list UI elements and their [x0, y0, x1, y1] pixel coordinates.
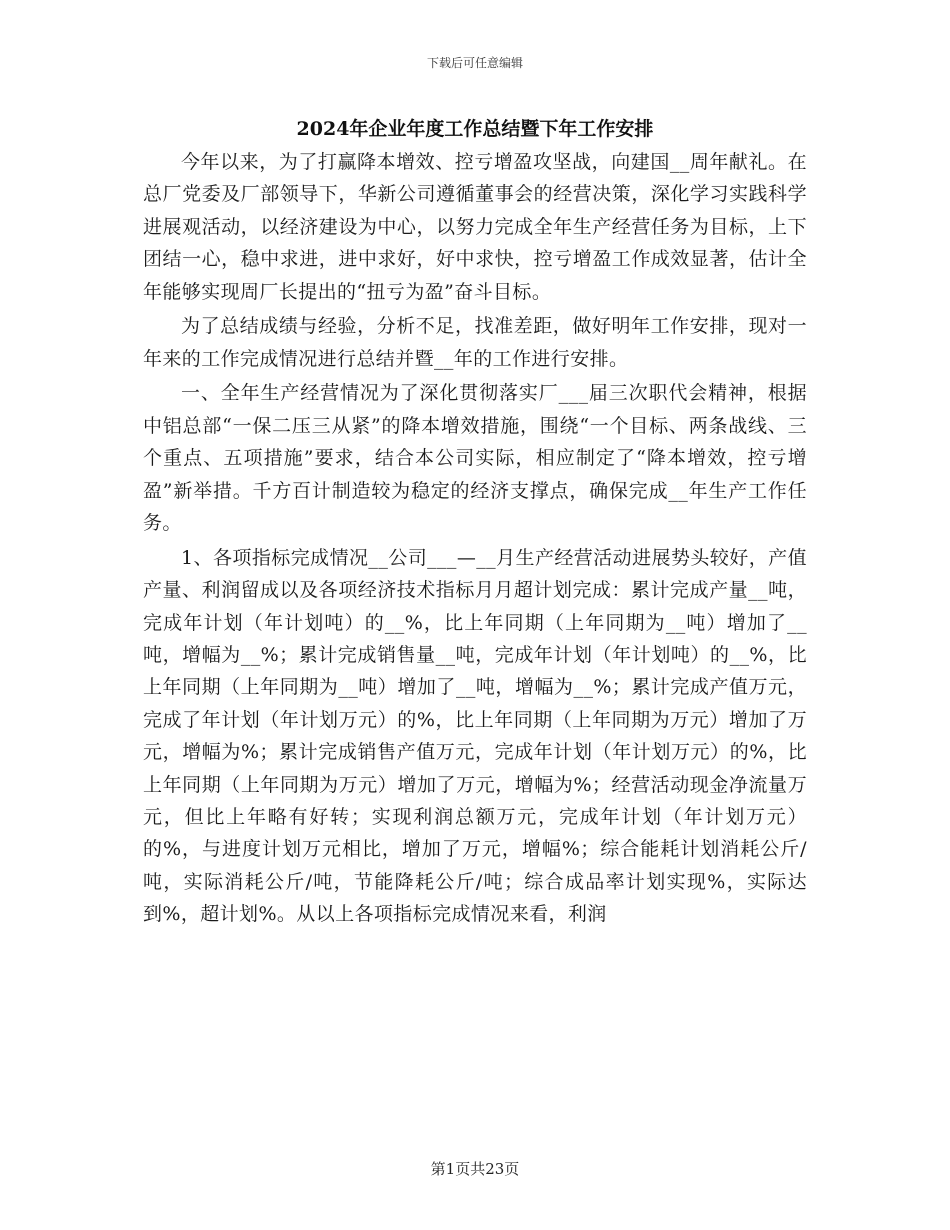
paragraph: 今年以来，为了打赢降本增效、控亏增盈攻坚战，向建国__周年献礼。在总厂党委及厂部领导下，华新公司遵循董事会的经营决策，深化学习实践科学进展观活动，以经济建设为中心，以努力完成全年生产经营任务为目标，上下团结一心，稳中求进，进中求好，好中求快，控亏增盈工作成效显著，估计全年能够实现周厂长提出的“扭亏为盈”奋斗目标。: [143, 151, 807, 303]
page-footer: 第1页共23页: [430, 1160, 520, 1178]
document-title: 2024年企业年度工作总结暨下年工作安排: [296, 118, 654, 140]
document-body: [143, 146, 807, 933]
paragraph: 1、各项指标完成情况__公司___—__月生产经营活动进展势头较好，产值产量、利润留成以及各项经济技术指标月月超计划完成：累计完成产量__吨，完成年计划（年计划吨）的__%，比上年同期（上年同期为__吨）增加了__吨，增幅为__%；累计完成销售量__吨，完成年计划（年计划吨）的__%，比上年同期（上年同期为__吨）增加了__吨，增幅为__%；累计完成产值万元，完成了年计划（年计划万元）的%，比上年同期（上年同期为万元）增加了万元，增幅为%；累计完成销售产值万元，完成年计划（年计划万元）的%，比上年同期（上年同期为万元）增加了万元，增幅为%；经营活动现金净流量万元，但比上年略有好转；实现利润总额万元，完成年计划（年计划万元）的%，与进度计划万元相比，增加了万元，增幅%；综合能耗计划消耗公斤/吨，实际消耗公斤/吨，节能降耗公斤/吨；综合成品率计划实现%，实际达到%，超计划%。从以上各项指标完成情况来看，利润: [143, 546, 807, 926]
paragraph: 为了总结成绩与经验，分析不足，找准差距，做好明年工作安排，现对一年来的工作完成情况进行总结并暨__年的工作进行安排。: [143, 315, 807, 370]
paragraph: 一、全年生产经营情况为了深化贯彻落实厂___届三次职代会精神，根据中铝总部“一保二压三从紧”的降本增效措施，围绕“一个目标、两条战线、三个重点、五项措施”要求，结合本公司实际，相应制定了“降本增效，控亏增盈”新举措。千方百计制造较为稳定的经济支撑点，确保完成__年生产工作任务。: [143, 382, 807, 535]
page-header: 下载后可任意编辑: [426, 56, 523, 70]
